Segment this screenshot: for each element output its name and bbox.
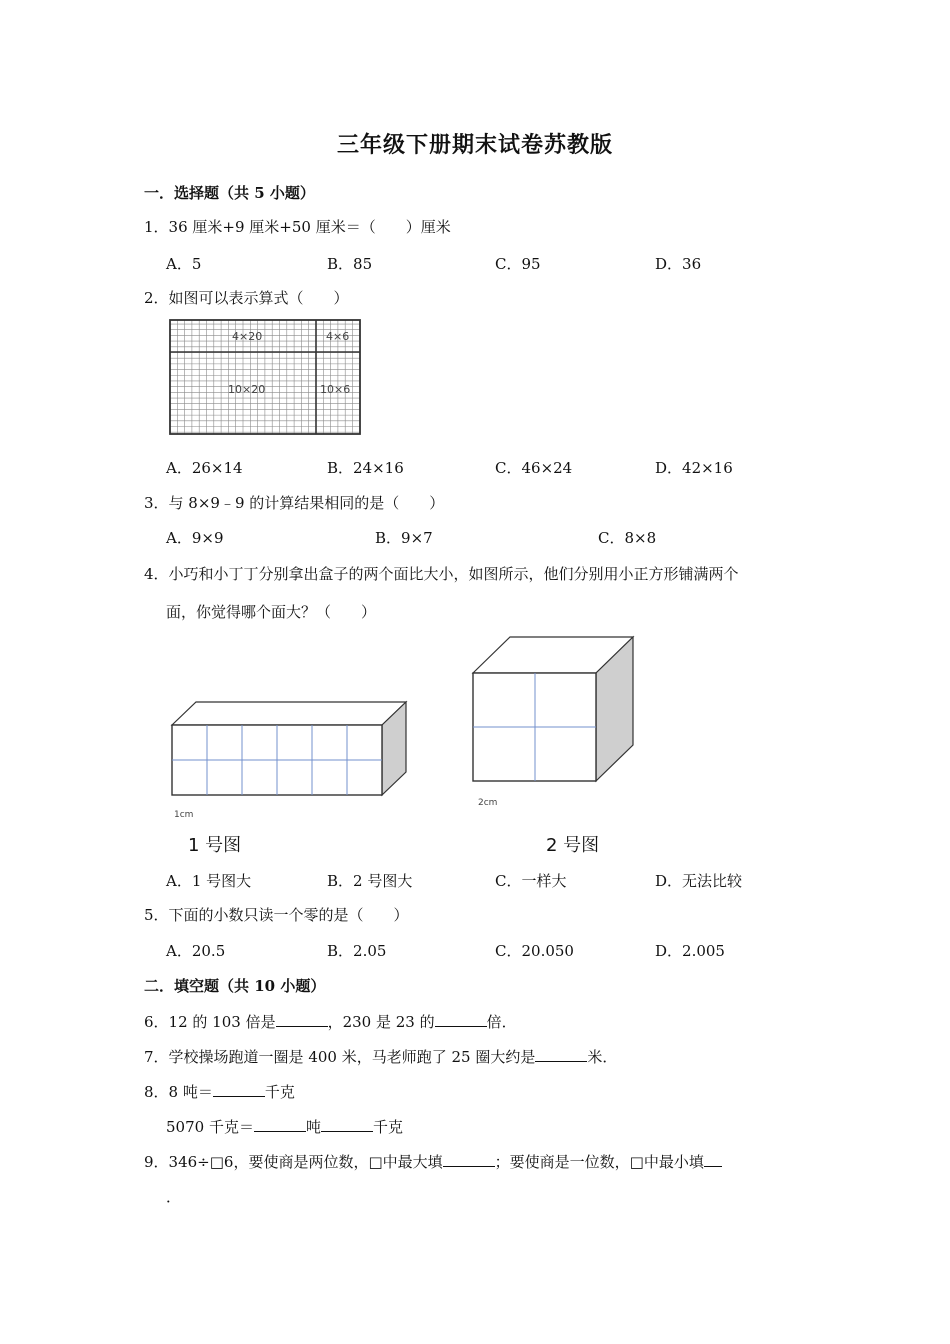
q2-option-d[interactable]: D．42×16 bbox=[655, 459, 733, 477]
q3-option-b[interactable]: B．9×7 bbox=[375, 529, 433, 547]
q6-blank-1[interactable] bbox=[276, 1012, 328, 1027]
q1-option-a[interactable]: A．5 bbox=[166, 255, 202, 273]
q2-option-a[interactable]: A．26×14 bbox=[166, 459, 243, 477]
q4-option-b[interactable]: B．2 号图大 bbox=[327, 872, 413, 890]
q4-fig1-unit: 1cm bbox=[174, 810, 194, 820]
q4-option-a[interactable]: A．1 号图大 bbox=[166, 872, 252, 890]
q9-blank-2[interactable] bbox=[704, 1152, 722, 1167]
q4-fig2-unit: 2cm bbox=[478, 798, 498, 808]
grid-label-10x6: 10×6 bbox=[320, 383, 351, 396]
q4-fig2-caption: 2 号图 bbox=[546, 835, 600, 856]
question-1: 1．36 厘米+9 厘米+50 厘米＝（ ）厘米 bbox=[144, 218, 451, 236]
section-heading-choice: 一．选择题（共 5 小题） bbox=[144, 184, 315, 202]
question-4-line2: 面，你觉得哪个面大？（ ） bbox=[166, 603, 377, 621]
q1-option-b[interactable]: B．85 bbox=[327, 255, 373, 273]
question-5: 5．下面的小数只读一个零的是（ ） bbox=[144, 906, 409, 924]
question-3: 3．与 8×9﹣9 的计算结果相同的是（ ） bbox=[144, 494, 445, 512]
q6-text-a: 6．12 的 103 倍是 bbox=[144, 1013, 276, 1031]
q6-text-b: ，230 是 23 的 bbox=[327, 1013, 435, 1031]
question-8-line1 bbox=[144, 1081, 295, 1102]
question-6 bbox=[144, 1011, 517, 1032]
q8-text-d: 吨 bbox=[305, 1118, 321, 1136]
q8-text-e: 千克 bbox=[372, 1118, 403, 1136]
question-9-end: ． bbox=[166, 1188, 182, 1206]
q8-blank-3[interactable] bbox=[321, 1117, 373, 1132]
q6-text-c: 倍． bbox=[486, 1013, 517, 1031]
q8-text-a: 8．8 吨＝ bbox=[144, 1083, 213, 1101]
grid-label-4x6: 4×6 bbox=[326, 330, 350, 343]
q9-blank-1[interactable] bbox=[443, 1152, 495, 1167]
question-2: 2．如图可以表示算式（ ） bbox=[144, 289, 349, 307]
q7-blank[interactable] bbox=[535, 1047, 587, 1062]
q2-grid-figure bbox=[170, 320, 362, 436]
q4-fig1-caption: 1 号图 bbox=[188, 835, 242, 856]
q2-option-c[interactable]: C．46×24 bbox=[495, 459, 573, 477]
q7-text-b: 米． bbox=[587, 1048, 618, 1066]
q3-option-c[interactable]: C．8×8 bbox=[598, 529, 657, 547]
q5-option-b[interactable]: B．2.05 bbox=[327, 942, 387, 960]
q8-text-c: 5070 千克＝ bbox=[166, 1118, 254, 1136]
grid-label-4x20: 4×20 bbox=[232, 330, 263, 343]
section-heading-fill: 二．填空题（共 10 小题） bbox=[144, 977, 326, 995]
q5-option-c[interactable]: C．20.050 bbox=[495, 942, 574, 960]
q7-text-a: 7．学校操场跑道一圈是 400 米，马老师跑了 25 圈大约是 bbox=[144, 1048, 536, 1066]
q5-option-a[interactable]: A．20.5 bbox=[166, 942, 226, 960]
grid-label-10x20: 10×20 bbox=[228, 383, 266, 396]
q6-blank-2[interactable] bbox=[435, 1012, 487, 1027]
q8-blank-2[interactable] bbox=[254, 1117, 306, 1132]
question-8-line2 bbox=[166, 1116, 403, 1137]
q4-figure-1-box bbox=[170, 700, 410, 800]
q1-option-d[interactable]: D．36 bbox=[655, 255, 702, 273]
question-4-line1: 4．小巧和小丁丁分别拿出盒子的两个面比大小，如图所示，他们分别用小正方形铺满两个 bbox=[144, 565, 739, 583]
page-title: 三年级下册期末试卷苏教版 bbox=[336, 132, 613, 158]
question-9 bbox=[144, 1151, 722, 1172]
q4-figure-2-box bbox=[470, 635, 640, 785]
q4-option-c[interactable]: C．一样大 bbox=[495, 872, 567, 890]
q4-option-d[interactable]: D．无法比较 bbox=[655, 872, 743, 890]
q1-option-c[interactable]: C．95 bbox=[495, 255, 541, 273]
q9-text-a: 9．346÷□6，要使商是两位数，□中最大填 bbox=[144, 1153, 443, 1171]
q8-blank-1[interactable] bbox=[213, 1082, 265, 1097]
q5-option-d[interactable]: D．2.005 bbox=[655, 942, 725, 960]
question-7 bbox=[144, 1046, 617, 1067]
q9-text-b: ；要使商是一位数，□中最小填 bbox=[494, 1153, 704, 1171]
q2-option-b[interactable]: B．24×16 bbox=[327, 459, 404, 477]
q8-text-b: 千克 bbox=[264, 1083, 295, 1101]
q3-option-a[interactable]: A．9×9 bbox=[166, 529, 224, 547]
